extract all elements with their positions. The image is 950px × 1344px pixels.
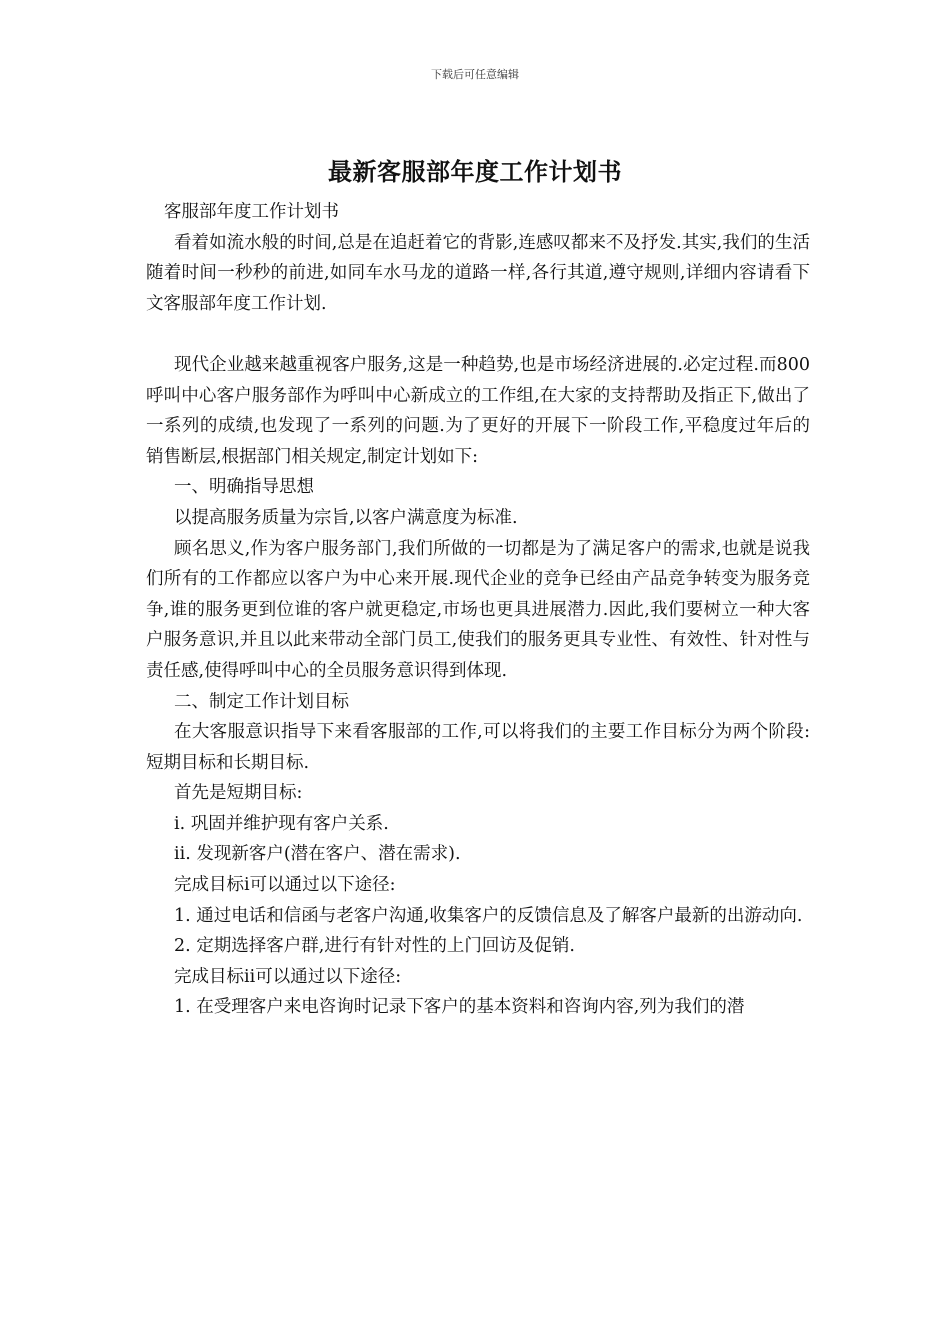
section-heading-1: 一、明确指导思想: [174, 477, 314, 498]
list-item: i. 巩固并维护现有客户关系.: [174, 813, 389, 834]
document-body: [146, 197, 810, 1023]
list-item: ii. 发现新客户(潜在客户、潜在需求).: [174, 844, 461, 865]
paragraph-overview: 现代企业越来越重视客户服务,这是一种趋势,也是市场经济进展的.必定过程.而800呼叫中心客户服务部作为呼叫中心新成立的工作组,在大家的支持帮助及指正下,做出了一系列的成绩,也发现了一系列的问题.为了更好的开展下一阶段工作,平稳度过年后的销售断层,根据部门相关规定,制定计划如下:: [146, 354, 810, 467]
document-title: 最新客服部年度工作计划书: [328, 157, 622, 186]
list-item: 2. 定期选择客户群,进行有针对性的上门回访及促销.: [174, 936, 575, 957]
paragraph: 完成目标i可以通过以下途径:: [174, 875, 396, 896]
paragraph-intro: 看着如流水般的时间,总是在追赶着它的背影,连感叹都来不及抒发.其实,我们的生活随着时间一秒秒的前进,如同车水马龙的道路一样,各行其道,遵守规则,详细内容请看下文客服部年度工作计划.: [146, 232, 810, 314]
list-item: 1. 在受理客户来电咨询时记录下客户的基本资料和咨询内容,列为我们的潜: [174, 997, 745, 1018]
header-note: 下载后可任意编辑: [431, 68, 519, 81]
paragraph: 顾名思义,作为客户服务部门,我们所做的一切都是为了满足客户的需求,也就是说我们所有的工作都应以客户为中心来开展.现代企业的竞争已经由产品竞争转变为服务竞争,谁的服务更到位谁的客户就更稳定,市场也更具进展潜力.因此,我们要树立一种大客户服务意识,并且以此来带动全部门员工,使我们的服务更具专业性、有效性、针对性与责任感,使得呼叫中心的全员服务意识得到体现.: [146, 538, 810, 681]
blank-line: [146, 319, 810, 350]
paragraph: 首先是短期目标:: [174, 783, 303, 804]
paragraph: 完成目标ii可以通过以下途径:: [174, 966, 402, 987]
paragraph: 以提高服务质量为宗旨,以客户满意度为标准.: [174, 507, 518, 528]
document-subtitle: 客服部年度工作计划书: [164, 202, 339, 222]
list-item: 1. 通过电话和信函与老客户沟通,收集客户的反馈信息及了解客户最新的出游动向.: [174, 905, 803, 926]
section-heading-2: 二、制定工作计划目标: [174, 691, 349, 712]
paragraph: 在大客服意识指导下来看客服部的工作,可以将我们的主要工作目标分为两个阶段:短期目标和长期目标.: [146, 722, 810, 773]
